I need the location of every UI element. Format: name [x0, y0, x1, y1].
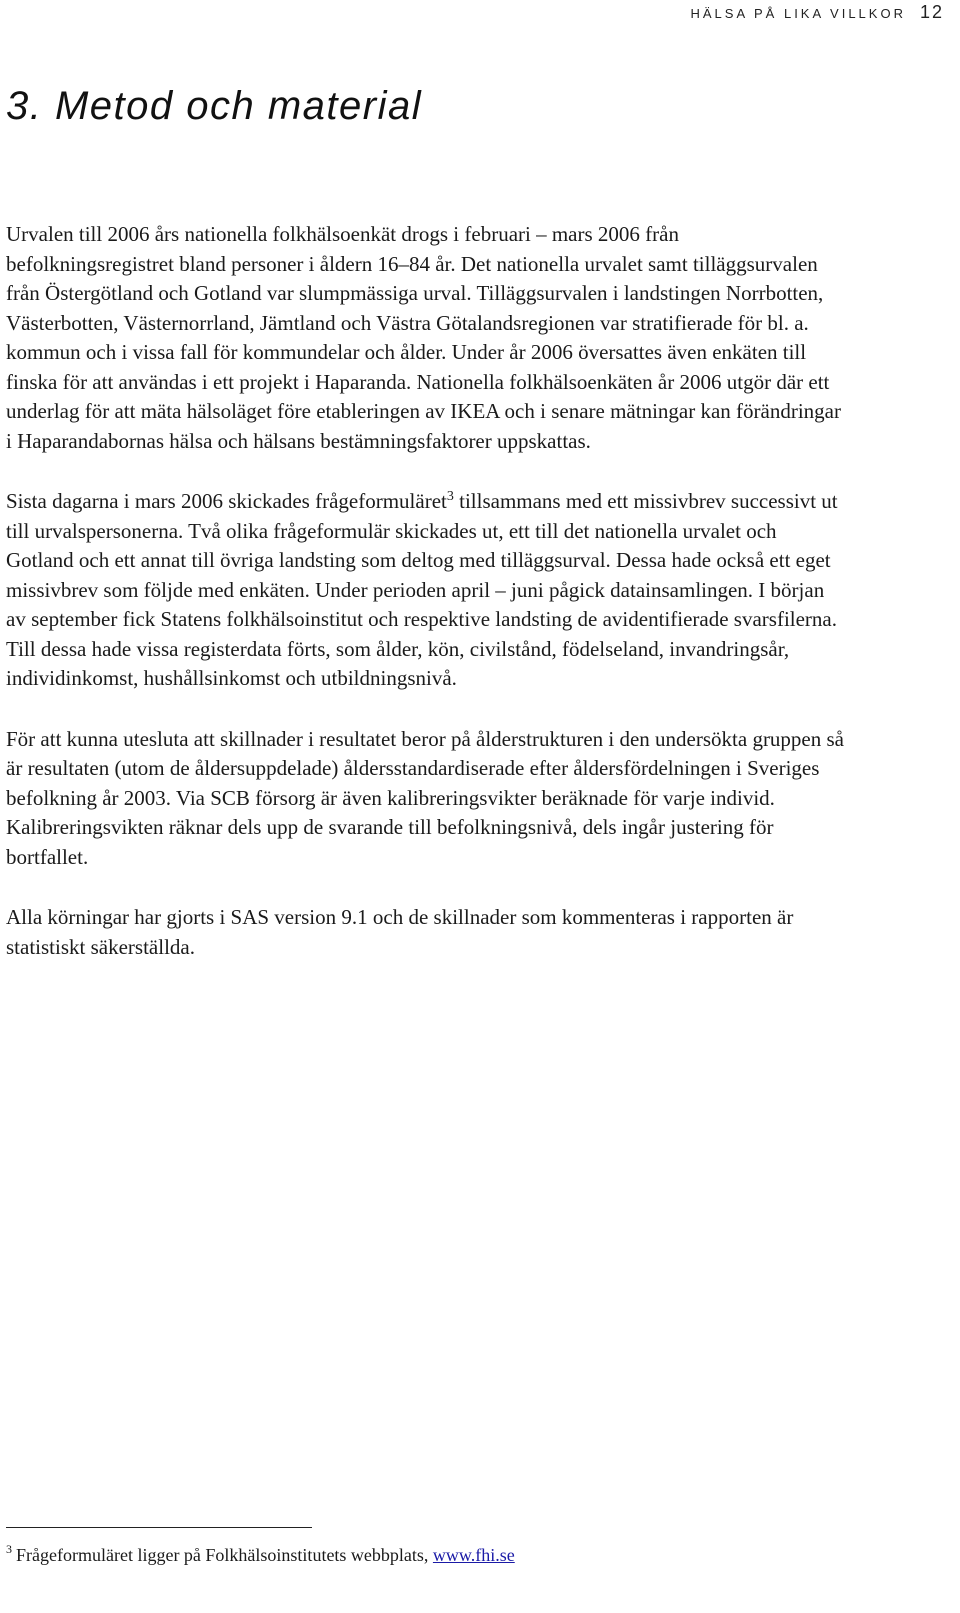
- footnote-number: 3: [6, 1542, 12, 1556]
- paragraph-sampling: Urvalen till 2006 års nationella folkhälsoenkät drogs i februari – mars 2006 från befolkningsregistret bland personer i åldern 16–84 år. Det nationella urvalet samt tilläggsurvalen från Östergötland och Gotland var slumpmässiga urval. Tilläggsurvalen i landstingen Norrbotten, Västerbotten, Västernorrland, Jämtland och Västra Götalandsregionen var stratifierade för bl. a. kommun och i vissa fall för kommundelar och ålder. Under år 2006 översattes även enkäten till finska för att användas i ett projekt i Haparanda. Nationella folkhälsoenkäten år 2006 utgör där ett underlag för att mäta hälsoläget före etableringen av IKEA och i senare mätningar kan förändringar i Haparandabornas hälsa och hälsans bestämningsfaktorer uppskattas.: [6, 222, 841, 453]
- footnote-link[interactable]: www.fhi.se: [432, 1545, 515, 1565]
- paragraph-text-before-ref: Sista dagarna i mars 2006 skickades frågeformuläret: [6, 489, 447, 513]
- footnote-text: Frågeformuläret ligger på Folkhälsoinstitutets webbplats,: [16, 1545, 433, 1565]
- running-header: [690, 2, 944, 23]
- paragraph-age-standardization: För att kunna utesluta att skillnader i resultatet beror på ålderstrukturen i den undersökta gruppen så är resultaten (utom de åldersuppdelade) åldersstandardiserade efter åldersfördelningen i Sveriges befolkning år 2003. Via SCB försorg är även kalibreringsvikter beräknade för varje individ. Kalibreringsvikten räknar dels upp de svarande till befolkningsnivå, dels ingår justering för bortfallet.: [6, 726, 845, 869]
- footnote-divider: [6, 1527, 312, 1528]
- running-title: HÄLSA PÅ LIKA VILLKOR: [690, 6, 906, 21]
- paragraph-sas: Alla körningar har gjorts i SAS version 9.1 och de skillnader som kommenteras i rapporten är statistiskt säkerställda.: [6, 905, 794, 959]
- paragraph-text-after-ref: tillsammans med ett missivbrev successivt ut till urvalspersonerna. Två olika frågeformulär skickades ut, ett till det nationella urvalet och Gotland och ett annat till övriga landsting som deltog med tilläggsurval. Dessa hade också ett eget missivbrev som följde med enkäten. Under perioden april – juni pågick datainsamlingen. I början av september fick Statens folkhälsoinstitut och respektive landsting de avidentifierade svarsfilerna. Till dessa hade vissa registerdata förts, som ålder, kön, civilstånd, födelseland, invandringsår, individinkomst, hushållsinkomst och utbildningsnivå.: [6, 489, 838, 690]
- page-number: 12: [919, 2, 944, 22]
- footnote-reference[interactable]: 3: [446, 489, 454, 504]
- footnote: [6, 1543, 515, 1567]
- paragraph-data-collection: [6, 487, 844, 694]
- chapter-title: 3. Metod och material: [6, 84, 423, 128]
- body-text: [6, 220, 844, 993]
